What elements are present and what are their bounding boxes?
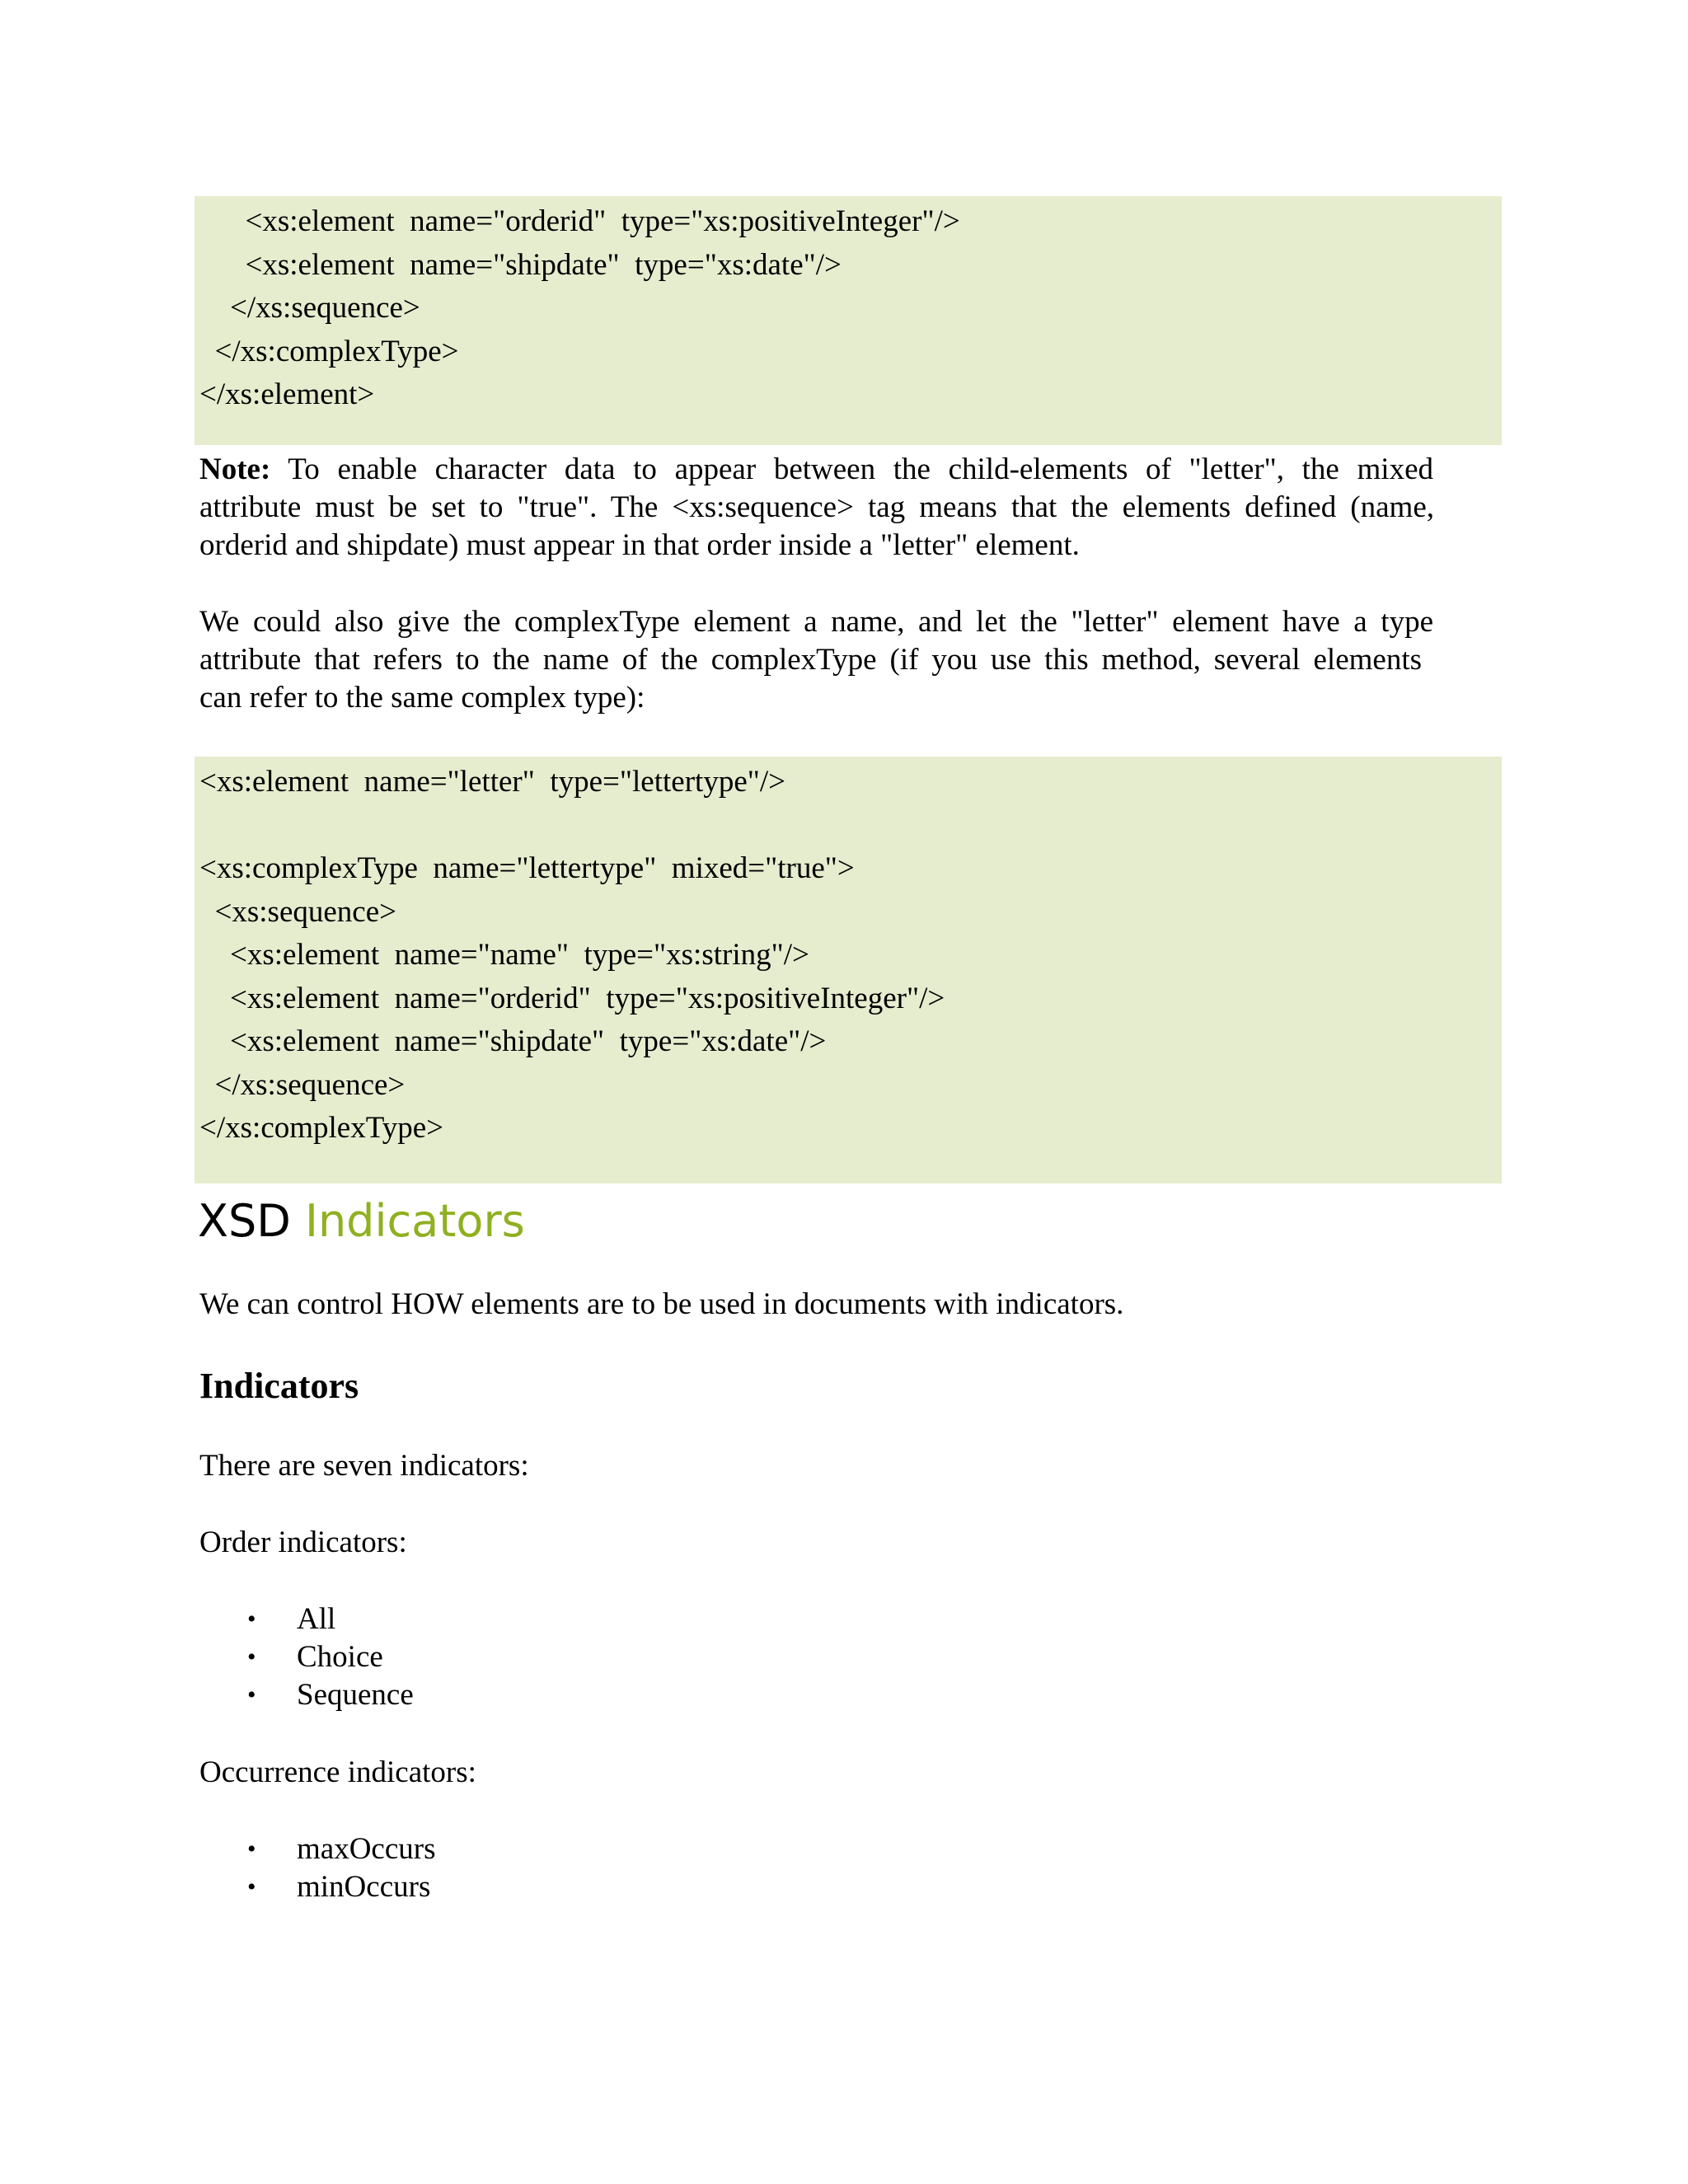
- list-item: • minOccurs: [199, 1868, 436, 1906]
- list-item: • maxOccurs: [199, 1830, 436, 1868]
- bullet-icon: •: [247, 1605, 256, 1633]
- code-block-lettertype: [195, 757, 1502, 1183]
- code-line: <xs:element name="orderid" type="xs:positiveInteger"/>: [199, 981, 945, 1015]
- paragraph-line: We could also give the complexType element a name, and let the "letter" element have a type: [199, 605, 1433, 639]
- section-title: [198, 1193, 525, 1250]
- subsection-title: Indicators: [199, 1366, 359, 1406]
- bullet-icon: •: [247, 1681, 256, 1708]
- code-line: </xs:sequence>: [199, 291, 420, 325]
- indicator-count-text: There are seven indicators:: [199, 1449, 529, 1483]
- list-item: • Choice: [199, 1638, 414, 1676]
- bullet-icon: •: [247, 1873, 256, 1900]
- paragraph-line: Note: To enable character data to appear between the child-elements of "letter", the mixed: [199, 452, 1433, 486]
- code-block-continuation: [195, 196, 1502, 445]
- section-title-accent: Indicators: [305, 1195, 525, 1247]
- order-indicators-label: Order indicators:: [199, 1526, 407, 1559]
- order-indicators-list: [199, 1601, 414, 1714]
- code-line: </xs:complexType>: [199, 1111, 444, 1145]
- code-line: <xs:element name="letter" type="lettertype"/>: [199, 765, 785, 799]
- paragraph-line: attribute must be set to "true". The <xs:sequence> tag means that the elements defined (name,: [199, 490, 1434, 524]
- paragraph-line: can refer to the same complex type):: [199, 681, 645, 715]
- code-line: <xs:sequence>: [199, 894, 397, 929]
- note-paragraph: [199, 451, 1433, 565]
- paragraph-line: attribute that refers to the name of the complexType (if you use this method, several elements: [199, 643, 1422, 677]
- code-line: <xs:element name="name" type="xs:string"/>: [199, 938, 809, 972]
- code-line: </xs:complexType>: [199, 334, 459, 368]
- code-line: <xs:element name="shipdate" type="xs:date"/>: [199, 1024, 827, 1058]
- occurrence-indicators-label: Occurrence indicators:: [199, 1755, 476, 1789]
- code-line: [199, 804, 1502, 848]
- code-line: <xs:element name="shipdate" type="xs:date"/>: [199, 247, 842, 282]
- bullet-icon: •: [247, 1835, 256, 1863]
- list-item: • Sequence: [199, 1676, 414, 1714]
- code-line: <xs:element name="orderid" type="xs:positiveInteger"/>: [199, 204, 960, 238]
- paragraph-line: orderid and shipdate) must appear in that order inside a "letter" element.: [199, 528, 1080, 562]
- code-line: </xs:sequence>: [199, 1067, 406, 1102]
- occurrence-indicators-list: [199, 1830, 436, 1906]
- code-line: </xs:element>: [199, 377, 375, 411]
- complextype-paragraph: [199, 603, 1433, 717]
- section-intro: We can control HOW elements are to be used in documents with indicators.: [199, 1287, 1124, 1321]
- section-title-prefix: XSD: [198, 1195, 291, 1247]
- list-item: • All: [199, 1601, 414, 1638]
- code-line: <xs:complexType name="lettertype" mixed="true">: [199, 851, 855, 885]
- bullet-icon: •: [247, 1643, 256, 1671]
- note-label: Note:: [199, 452, 271, 486]
